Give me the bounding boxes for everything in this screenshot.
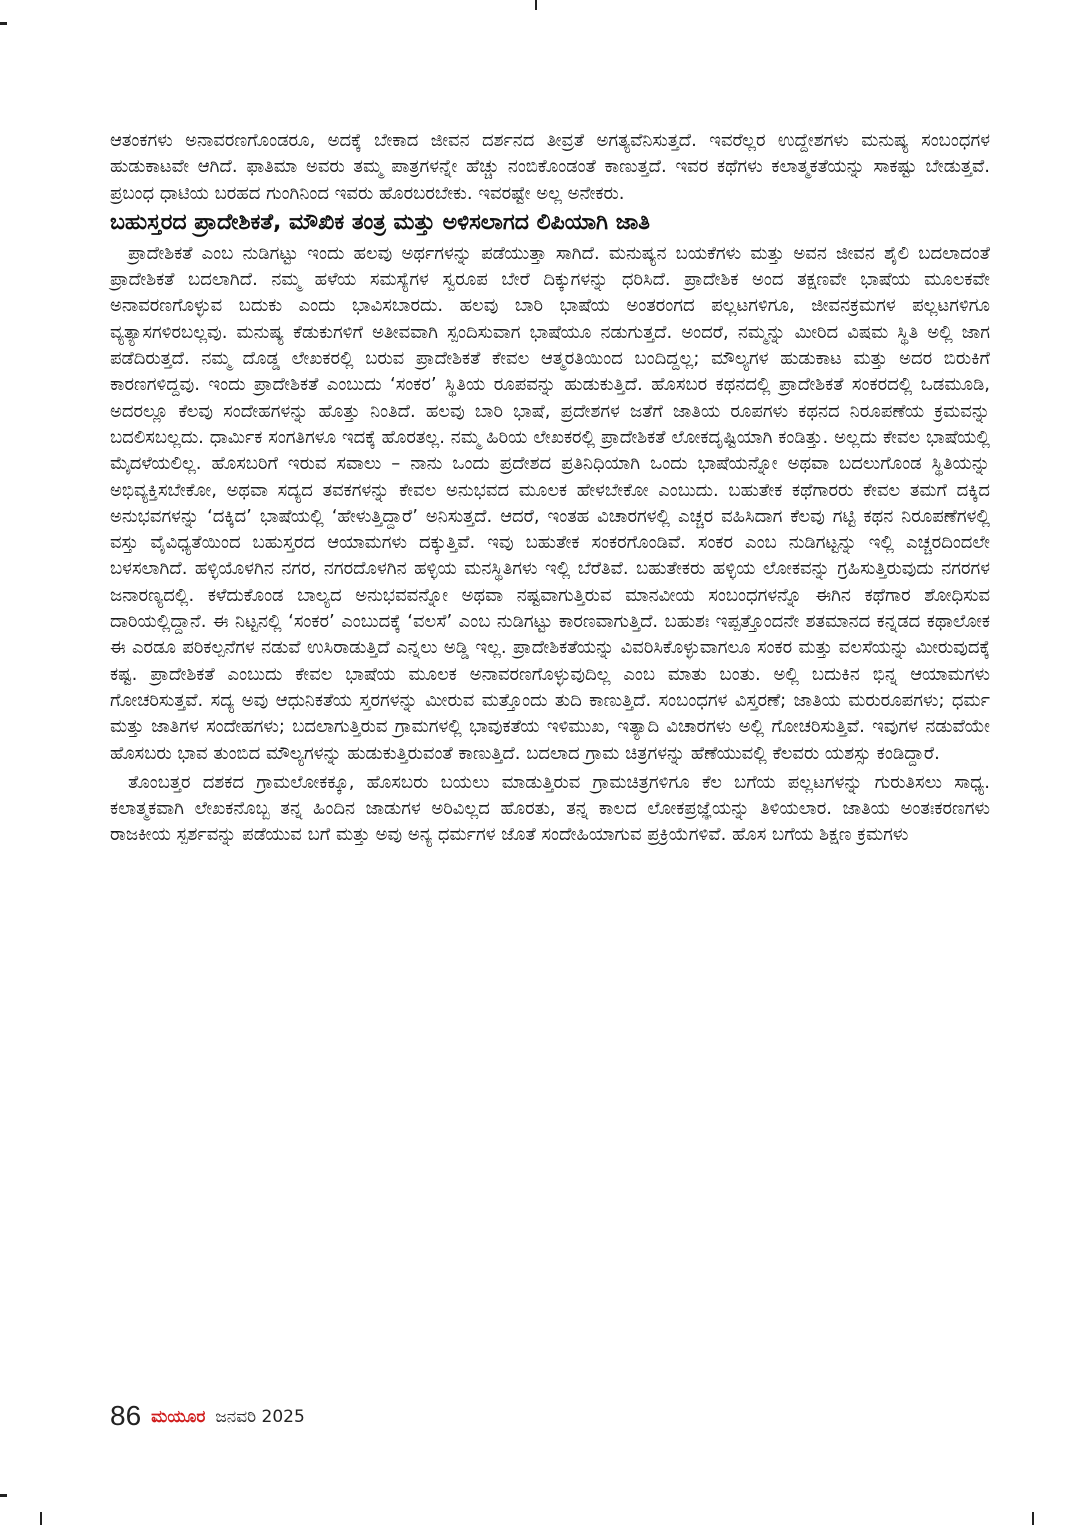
magazine-logo: ಮಯೂರ xyxy=(151,1407,206,1427)
crop-mark-bottom-left xyxy=(0,1494,7,1497)
page-number: 86 xyxy=(110,1400,142,1431)
crop-mark-top-center xyxy=(535,0,537,10)
crop-mark-bottom-center xyxy=(40,1512,42,1525)
paragraph-regionalism: ಪ್ರಾದೇಶಿಕತೆ ಎಂಬ ನುಡಿಗಟ್ಟು ಇಂದು ಹಲವು ಅರ್ಥಗಳನ್ನು ಪಡೆಯುತ್ತಾ ಸಾಗಿದೆ. ಮನುಷ್ಯನ ಬಯಕೆಗಳು ಮತ್ತು ಅವನ ಜೀವನ ಶೈಲಿ ಬದಲಾದಂತೆ ಪ್ರಾದೇಶಿಕತೆ ಬದಲಾಗಿದೆ. ನಮ್ಮ ಹಳೆಯ ಸಮಸ್ಯೆಗಳ ಸ್ವರೂಪ ಬೇರೆ ದಿಕ್ಕುಗಳನ್ನು ಧರಿಸಿದೆ. ಪ್ರಾದೇಶಿಕ ಅಂದ ತಕ್ಷಣವೇ ಭಾಷೆಯ ಮೂಲಕವೇ ಅನಾವರಣಗೊಳ್ಳುವ ಬದುಕು ಎಂದು ಭಾವಿಸಬಾರದು. ಹಲವು ಬಾರಿ ಭಾಷೆಯ ಅಂತರಂಗದ ಪಲ್ಲಟಗಳಿಗೂ, ಜೀವನಕ್ರಮಗಳ ಪಲ್ಲಟಗಳಿಗೂ ವ್ಯತ್ಯಾಸಗಳಿರಬಲ್ಲವು. ಮನುಷ್ಯ ಕೆಡುಕುಗಳಿಗೆ ಅತೀವವಾಗಿ ಸ್ಪಂದಿಸುವಾಗ ಭಾಷೆಯೂ ನಡುಗುತ್ತದೆ. ಅಂದರೆ, ನಮ್ಮನ್ನು ಮೀರಿದ ವಿಷಮ ಸ್ಥಿತಿ ಅಲ್ಲಿ ಜಾಗ ಪಡೆದಿರುತ್ತದೆ. ನಮ್ಮ ದೊಡ್ಡ ಲೇಖಕರಲ್ಲಿ ಬರುವ ಪ್ರಾದೇಶಿಕತೆ ಕೇವಲ ಆತ್ಮರತಿಯಿಂದ ಬಂದಿದ್ದಲ್ಲ; ಮೌಲ್ಯಗಳ ಹುಡುಕಾಟ ಮತ್ತು ಅದರ ಬಿರುಕಿಗೆ ಕಾರಣಗಳಿದ್ದವು. ಇಂದು ಪ್ರಾದೇಶಿಕತೆ ಎಂಬುದು ‘ಸಂಕರ’ ಸ್ಥಿತಿಯ ರೂಪವನ್ನು ಹುಡುಕುತ್ತಿದೆ. ಹೊಸಬರ ಕಥನದಲ್ಲಿ ಪ್ರಾದೇಶಿಕತೆ ಸಂಕರದಲ್ಲಿ ಒಡಮೂಡಿ, ಅದರಲ್ಲೂ ಕೆಲವು ಸಂದೇಹಗಳನ್ನು ಹೊತ್ತು ನಿಂತಿದೆ. ಹಲವು ಬಾರಿ ಭಾಷೆ, ಪ್ರದೇಶಗಳ ಜತೆಗೆ ಜಾತಿಯ ರೂಪಗಳು ಕಥನದ ನಿರೂಪಣೆಯ ಕ್ರಮವನ್ನು ಬದಲಿಸಬಲ್ಲದು. ಧಾರ್ಮಿಕ ಸಂಗತಿಗಳೂ ಇದಕ್ಕೆ ಹೊರತಲ್ಲ. ನಮ್ಮ ಹಿರಿಯ ಲೇಖಕರಲ್ಲಿ ಪ್ರಾದೇಶಿಕತೆ ಲೋಕದೃಷ್ಟಿಯಾಗಿ ಕಂಡಿತ್ತು. ಅಲ್ಲದು ಕೇವಲ ಭಾಷೆಯಲ್ಲಿ ಮೈದಳೆಯಲಿಲ್ಲ. ಹೊಸಬರಿಗೆ ಇರುವ ಸವಾಲು – ನಾನು ಒಂದು ಪ್ರದೇಶದ ಪ್ರತಿನಿಧಿಯಾಗಿ ಒಂದು ಭಾಷೆಯನ್ನೋ ಅಥವಾ ಬದಲುಗೊಂಡ ಸ್ಥಿತಿಯನ್ನು ಅಭಿವ್ಯಕ್ತಿಸಬೇಕೋ, ಅಥವಾ ಸದ್ಯದ ತವಕಗಳನ್ನು ಕೇವಲ ಅನುಭವದ ಮೂಲಕ ಹೇಳಬೇಕೋ ಎಂಬುದು. ಬಹುತೇಕ ಕಥೆಗಾರರು ಕೇವಲ ತಮಗೆ ದಕ್ಕಿದ ಅನುಭವಗಳನ್ನು ‘ದಕ್ಕಿದ’ ಭಾಷೆಯಲ್ಲಿ ‘ಹೇಳುತ್ತಿದ್ದಾರೆ’ ಅನಿಸುತ್ತದೆ. ಆದರೆ, ಇಂತಹ ವಿಚಾರಗಳಲ್ಲಿ ಎಚ್ಚರ ವಹಿಸಿದಾಗ ಕೆಲವು ಗಟ್ಟಿ ಕಥನ ನಿರೂಪಣೆಗಳಲ್ಲಿ ವಸ್ತು ವೈವಿಧ್ಯತೆಯಿಂದ ಬಹುಸ್ತರದ ಆಯಾಮಗಳು ದಕ್ಕುತ್ತಿವೆ. ಇವು ಬಹುತೇಕ ಸಂಕರಗೊಂಡಿವೆ. ಸಂಕರ ಎಂಬ ನುಡಿಗಟ್ಟನ್ನು ಇಲ್ಲಿ ಎಚ್ಚರದಿಂದಲೇ ಬಳಸಲಾಗಿದೆ. ಹಳ್ಳಿಯೊಳಗಿನ ನಗರ, ನಗರದೊಳಗಿನ ಹಳ್ಳಿಯ ಮನಸ್ಥಿತಿಗಳು ಇಲ್ಲಿ ಬೆರೆತಿವೆ. ಬಹುತೇಕರು ಹಳ್ಳಿಯ ಲೋಕವನ್ನು ಗ್ರಹಿಸುತ್ತಿರುವುದು ನಗರಗಳ ಜನಾರಣ್ಯದಲ್ಲಿ. ಕಳೆದುಕೊಂಡ ಬಾಲ್ಯದ ಅನುಭವವನ್ನೋ ಅಥವಾ ನಷ್ಟವಾಗುತ್ತಿರುವ ಮಾನವೀಯ ಸಂಬಂಧಗಳನ್ನೊ ಈಗಿನ ಕಥೆಗಾರ ಶೋಧಿಸುವ ದಾರಿಯಲ್ಲಿದ್ದಾನೆ. ಈ ನಿಟ್ಟನಲ್ಲಿ ‘ಸಂಕರ’ ಎಂಬುದಕ್ಕೆ ‘ವಲಸೆ’ ಎಂಬ ನುಡಿಗಟ್ಟು ಕಾರಣವಾಗುತ್ತಿದೆ. ಬಹುಶಃ ಇಪ್ಪತ್ತೊಂದನೇ ಶತಮಾನದ ಕನ್ನಡದ ಕಥಾಲೋಕ ಈ ಎರಡೂ ಪರಿಕಲ್ಪನೆಗಳ ನಡುವೆ ಉಸಿರಾಡುತ್ತಿದೆ ಎನ್ನಲು ಅಡ್ಡಿ ಇಲ್ಲ. ಪ್ರಾದೇಶಿಕತೆಯನ್ನು ವಿವರಿಸಿಕೊಳ್ಳುವಾಗಲೂ ಸಂಕರ ಮತ್ತು ವಲಸೆಯನ್ನು ಮೀರುವುದಕ್ಕೆ ಕಷ್ಟ. ಪ್ರಾದೇಶಿಕತೆ ಎಂಬುದು ಕೇವಲ ಭಾಷೆಯ ಮೂಲಕ ಅನಾವರಣಗೊಳ್ಳುವುದಿಲ್ಲ ಎಂಬ ಮಾತು ಬಂತು. ಅಲ್ಲಿ ಬದುಕಿನ ಭಿನ್ನ ಆಯಾಮಗಳು ಗೋಚರಿಸುತ್ತವೆ. ಸದ್ಯ ಅವು ಆಧುನಿಕತೆಯ ಸ್ತರಗಳನ್ನು ಮೀರುವ ಮತ್ತೊಂದು ತುದಿ ಕಾಣುತ್ತಿದೆ. ಸಂಬಂಧಗಳ ವಿಸ್ತರಣೆ; ಜಾತಿಯ ಮರುರೂಪಗಳು; ಧರ್ಮ ಮತ್ತು ಜಾತಿಗಳ ಸಂದೇಹಗಳು; ಬದಲಾಗುತ್ತಿರುವ ಗ್ರಾಮಗಳಲ್ಲಿ ಭಾವುಕತೆಯ ಇಳಿಮುಖ, ಇತ್ಯಾದಿ ವಿಚಾರಗಳು ಅಲ್ಲಿ ಗೋಚರಿಸುತ್ತಿವೆ. ಇವುಗಳ ನಡುವೆಯೇ ಹೊಸಬರು ಭಾವ ತುಂಬಿದ ಮೌಲ್ಯಗಳನ್ನು ಹುಡುಕುತ್ತಿರುವಂತೆ ಕಾಣುತ್ತಿದೆ. ಬದಲಾದ ಗ್ರಾಮ ಚಿತ್ರಗಳನ್ನು ಹೆಣೆಯುವಲ್ಲಿ ಕೆಲವರು ಯಶಸ್ಸು ಕಂಡಿದ್ದಾರೆ. xyxy=(110,242,991,764)
issue-date: ಜನವರಿ 2025 xyxy=(215,1407,305,1427)
article-body xyxy=(110,128,990,849)
page-footer xyxy=(110,1399,305,1431)
paragraph-nineties: ತೊಂಬತ್ತರ ದಶಕದ ಗ್ರಾಮಲೋಕಕ್ಕೂ, ಹೊಸಬರು ಬಯಲು ಮಾಡುತ್ತಿರುವ ಗ್ರಾಮಚಿತ್ರಗಳಿಗೂ ಕೆಲ ಬಗೆಯ ಪಲ್ಲಟಗಳನ್ನು ಗುರುತಿಸಲು ಸಾಧ್ಯ. ಕಲಾತ್ಮಕವಾಗಿ ಲೇಖಕನೊಬ್ಬ ತನ್ನ ಹಿಂದಿನ ಜಾಡುಗಳ ಅರಿವಿಲ್ಲದ ಹೊರತು, ತನ್ನ ಕಾಲದ ಲೋಕಪ್ರಜ್ಞೆಯನ್ನು ತಿಳಿಯಲಾರ. ಜಾತಿಯ ಅಂತಃಕರಣಗಳು ರಾಜಕೀಯ ಸ್ಪರ್ಶವನ್ನು ಪಡೆಯುವ ಬಗೆ ಮತ್ತು ಅವು ಅನ್ಯ ಧರ್ಮಗಳ ಜೊತೆ ಸಂದೇಹಿಯಾಗುವ ಪ್ರಕ್ರಿಯೆಗಳಿವೆ. ಹೊಸ ಬಗೆಯ ಶಿಕ್ಷಣ ಕ್ರಮಗಳು xyxy=(110,771,990,846)
crop-mark-bottom-right xyxy=(1032,1512,1034,1525)
crop-mark-top-left xyxy=(0,22,7,25)
paragraph-intro: ಆತಂಕಗಳು ಅನಾವರಣಗೊಂಡರೂ, ಅದಕ್ಕೆ ಬೇಕಾದ ಜೀವನ ದರ್ಶನದ ತೀವ್ರತೆ ಅಗತ್ಯವೆನಿಸುತ್ತದೆ. ಇವರೆಲ್ಲರ ಉದ್ದೇಶಗಳು ಮನುಷ್ಯ ಸಂಬಂಧಗಳ ಹುಡುಕಾಟವೇ ಆಗಿದೆ. ಫಾತಿಮಾ ಅವರು ತಮ್ಮ ಪಾತ್ರಗಳನ್ನೇ ಹೆಚ್ಚು ನಂಬಿಕೊಂಡಂತೆ ಕಾಣುತ್ತದೆ. ಇವರ ಕಥೆಗಳು ಕಲಾತ್ಮಕತೆಯನ್ನು ಸಾಕಷ್ಟು ಬೇಡುತ್ತವೆ. ಪ್ರಬಂಧ ಧಾಟಿಯ ಬರಹದ ಗುಂಗಿನಿಂದ ಇವರು ಹೊರಬರಬೇಕು. ಇವರಷ್ಟೇ ಅಲ್ಲ ಅನೇಕರು. xyxy=(110,130,990,204)
section-heading: ಬಹುಸ್ತರದ ಪ್ರಾದೇಶಿಕತೆ, ಮೌಖಿಕ ತಂತ್ರ ಮತ್ತು ಅಳಿಸಲಾಗದ ಲಿಪಿಯಾಗಿ ಜಾತಿ xyxy=(110,209,650,235)
